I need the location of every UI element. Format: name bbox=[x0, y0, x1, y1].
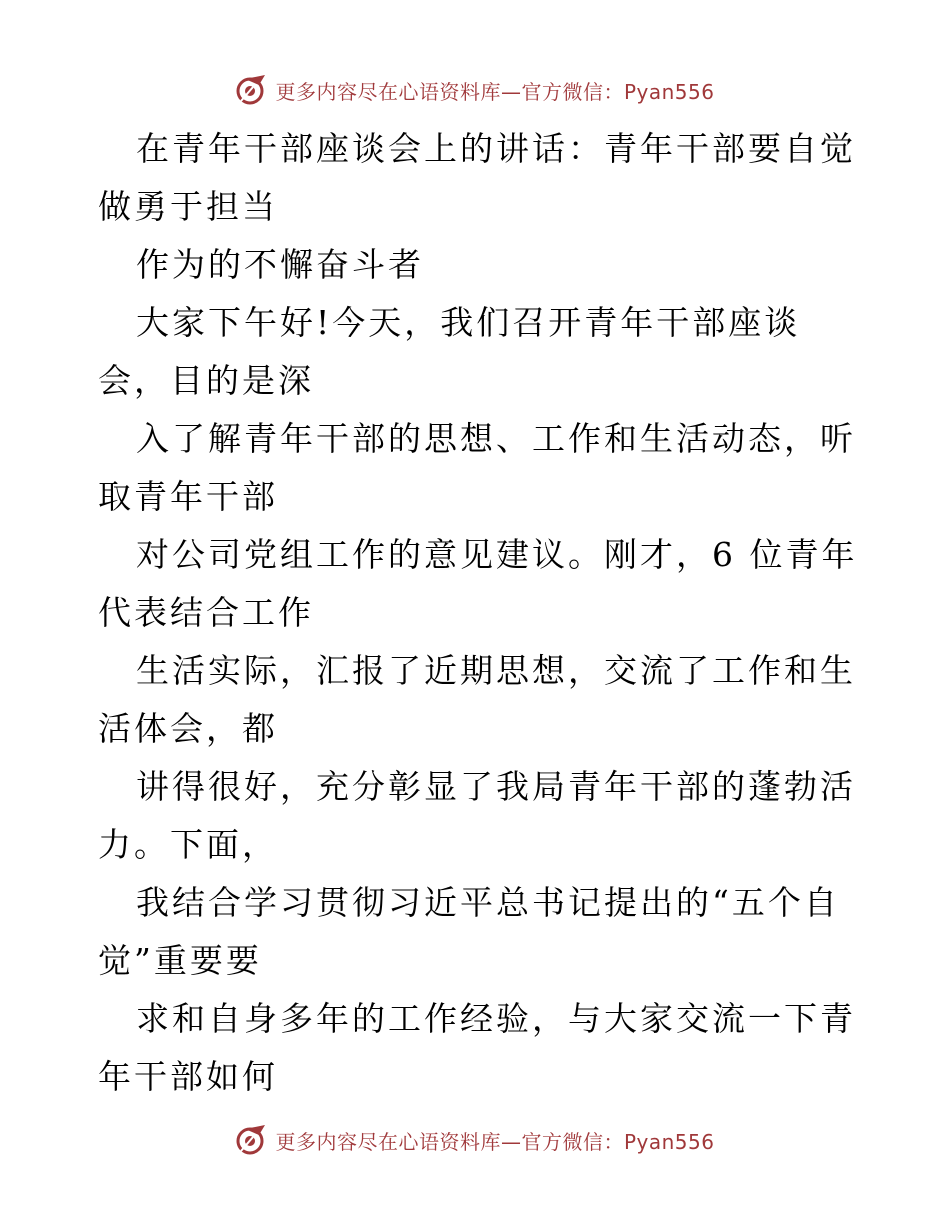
quill-seal-icon bbox=[235, 1123, 269, 1157]
paragraph: 对公司党组工作的意见建议。刚才，6 位青年代表结合工作 bbox=[98, 535, 858, 632]
paragraph: 大家下午好!今天，我们召开青年干部座谈会，目的是深 bbox=[98, 303, 801, 400]
paragraph: 求和自身多年的工作经验，与大家交流一下青年干部如何 bbox=[98, 999, 856, 1096]
footer-banner bbox=[0, 1120, 950, 1160]
paragraph: 讲得很好，充分彰显了我局青年干部的蓬勃活力。下面， bbox=[98, 767, 856, 864]
paragraph-title: 在青年干部座谈会上的讲话：青年干部要自觉做勇于担当 bbox=[98, 129, 856, 226]
document-body bbox=[98, 120, 868, 1106]
banner-text: 更多内容尽在心语资料库—官方微信：Pyan556 bbox=[275, 1129, 715, 1154]
quill-seal-icon bbox=[235, 73, 269, 107]
paragraph: 入了解青年干部的思想、工作和生活动态，听取青年干部 bbox=[98, 419, 856, 516]
header-banner bbox=[0, 70, 950, 110]
paragraph: 我结合学习贯彻习近平总书记提出的“五个自觉”重要要 bbox=[98, 883, 840, 980]
paragraph: 生活实际，汇报了近期思想，交流了工作和生活体会，都 bbox=[98, 651, 856, 748]
banner-text: 更多内容尽在心语资料库—官方微信：Pyan556 bbox=[275, 79, 715, 104]
paragraph-subtitle: 作为的不懈奋斗者 bbox=[136, 245, 424, 284]
